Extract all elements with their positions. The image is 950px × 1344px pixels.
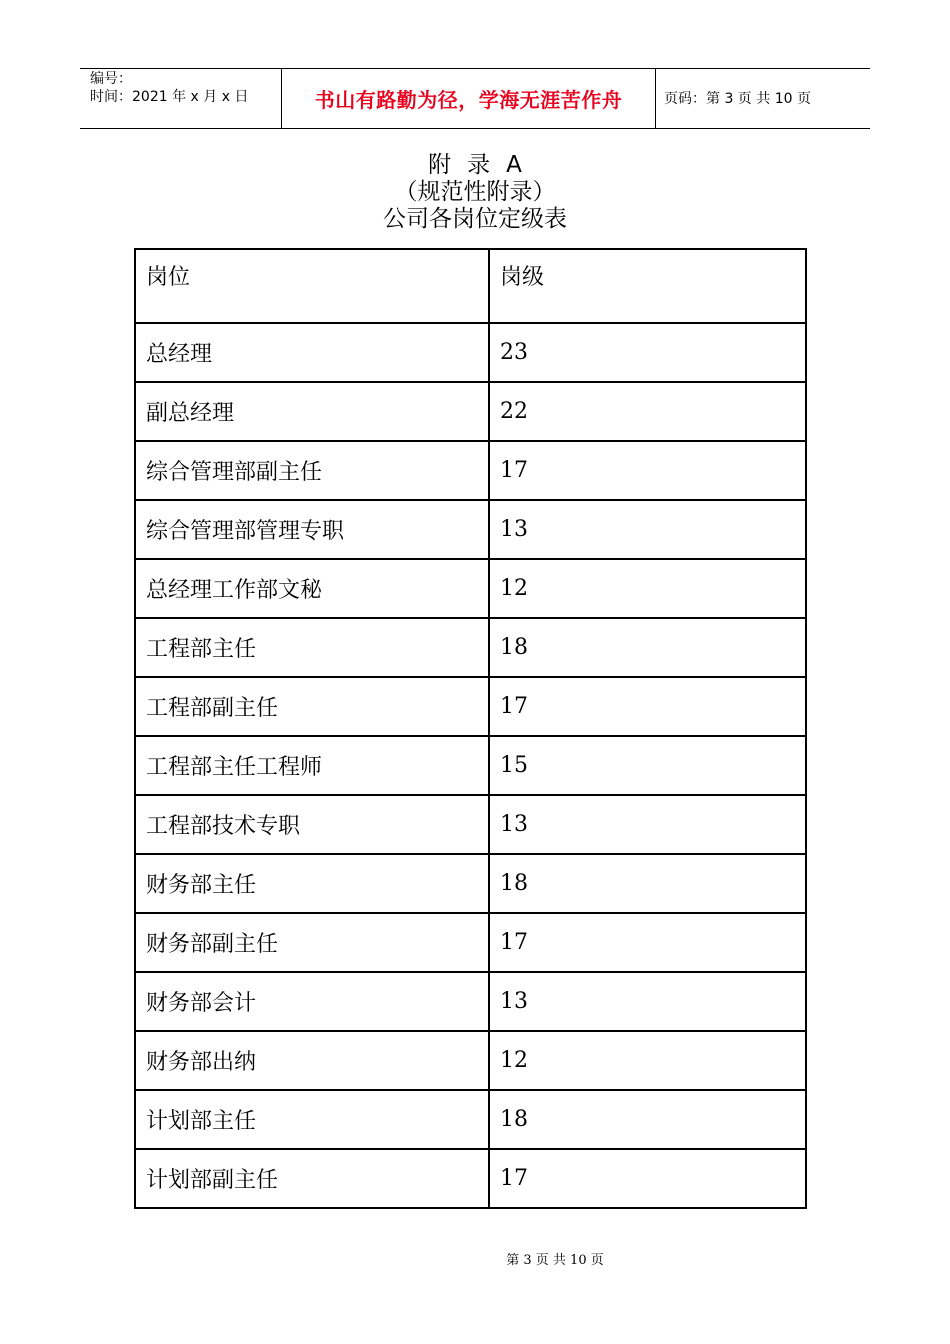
table-row [135, 500, 806, 559]
table-row [135, 854, 806, 913]
grade-cell: 18 [489, 854, 806, 913]
table-row [135, 972, 806, 1031]
document-date: 时间：2021 年 x 月 x 日 [90, 89, 249, 105]
grade-cell: 18 [489, 618, 806, 677]
grade-cell: 13 [489, 795, 806, 854]
column-header-grade: 岗级 [489, 249, 806, 323]
position-cell: 总经理工作部文秘 [135, 559, 489, 618]
position-cell: 计划部主任 [135, 1090, 489, 1149]
header-top-rule [80, 68, 870, 69]
table-header-row [135, 249, 806, 323]
position-cell: 计划部副主任 [135, 1149, 489, 1208]
position-cell: 副总经理 [135, 382, 489, 441]
position-cell: 综合管理部副主任 [135, 441, 489, 500]
appendix-title-word: 附 [428, 152, 452, 178]
position-cell: 财务部主任 [135, 854, 489, 913]
document-number-label: 编号： [90, 71, 132, 87]
table-row [135, 323, 806, 382]
table-title: 公司各岗位定级表 [383, 206, 567, 232]
footer-page-info: 第 3 页 共 10 页 [506, 1253, 604, 1268]
position-cell: 工程部主任 [135, 618, 489, 677]
position-cell: 工程部技术专职 [135, 795, 489, 854]
header-divider-right [655, 68, 656, 129]
column-header-position: 岗位 [135, 249, 489, 323]
header-meta [90, 70, 248, 106]
table-row [135, 1031, 806, 1090]
table-row [135, 677, 806, 736]
position-cell: 财务部会计 [135, 972, 489, 1031]
appendix-title-word: 录 [467, 152, 491, 178]
grade-cell: 17 [489, 1149, 806, 1208]
grade-cell: 13 [489, 972, 806, 1031]
table-row [135, 1090, 806, 1149]
grade-cell: 23 [489, 323, 806, 382]
grade-cell: 17 [489, 441, 806, 500]
header-page-info: 页码：第 3 页 共 10 页 [664, 91, 811, 107]
table-row [135, 913, 806, 972]
grade-cell: 12 [489, 1031, 806, 1090]
grade-cell: 12 [489, 559, 806, 618]
position-grade-table [134, 248, 807, 1209]
appendix-title-letter: A [506, 152, 522, 178]
table-row [135, 795, 806, 854]
grade-cell: 17 [489, 677, 806, 736]
table-row [135, 441, 806, 500]
position-cell: 工程部主任工程师 [135, 736, 489, 795]
position-cell: 财务部副主任 [135, 913, 489, 972]
grade-cell: 18 [489, 1090, 806, 1149]
table-row [135, 382, 806, 441]
grade-cell: 17 [489, 913, 806, 972]
table-row [135, 559, 806, 618]
appendix-subtitle: （规范性附录） [394, 179, 556, 205]
position-cell: 财务部出纳 [135, 1031, 489, 1090]
appendix-title-block [0, 152, 950, 233]
header-motto: 书山有路勤为径，学海无涯苦作舟 [314, 88, 623, 112]
grade-cell: 13 [489, 500, 806, 559]
position-cell: 总经理 [135, 323, 489, 382]
grade-cell: 15 [489, 736, 806, 795]
appendix-title [0, 152, 950, 179]
header-bottom-rule [80, 128, 870, 129]
table-row [135, 1149, 806, 1208]
table-row [135, 618, 806, 677]
position-cell: 工程部副主任 [135, 677, 489, 736]
table-row [135, 736, 806, 795]
position-cell: 综合管理部管理专职 [135, 500, 489, 559]
grade-cell: 22 [489, 382, 806, 441]
